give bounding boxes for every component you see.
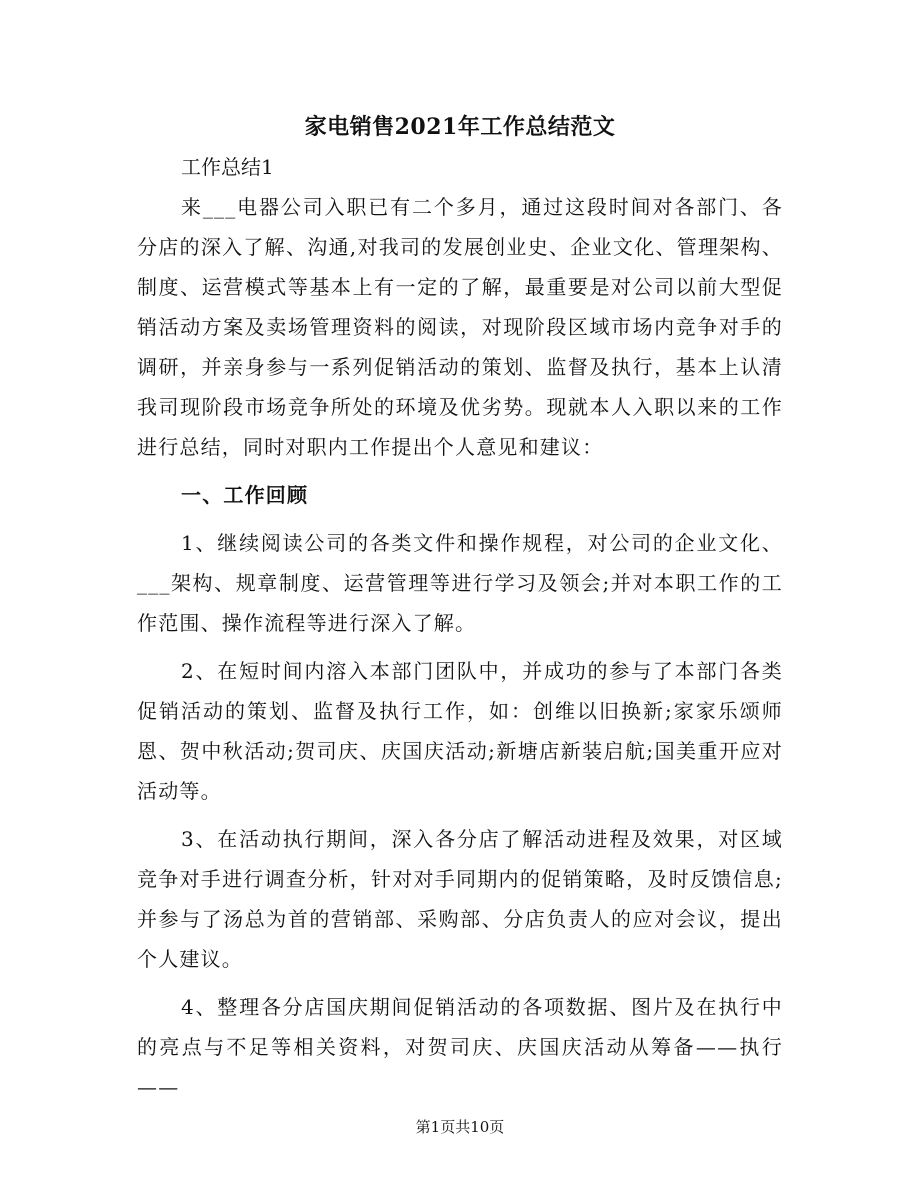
document-title: 家电销售2021年工作总结范文 xyxy=(304,114,616,140)
page-number: 第1页共10页 xyxy=(415,1118,505,1136)
list-item: 3、在活动执行期间，深入各分店了解活动进程及效果，对区域竞争对手进行调查分析，针对对手同期内的促销策略，及时反馈信息;并参与了汤总为首的营销部、采购部、分店负责人的应对会议，提出个人建议。 xyxy=(137,827,783,971)
list-item: 1、继续阅读公司的各类文件和操作规程，对公司的企业文化、___架构、规章制度、运营管理等进行学习及领会;并对本职工作的工作范围、操作流程等进行深入了解。 xyxy=(137,531,783,635)
document-body xyxy=(137,187,783,1107)
list-item: 2、在短时间内溶入本部门团队中，并成功的参与了本部门各类促销活动的策划、监督及执行工作，如：创维以旧换新;家家乐颂师恩、贺中秋活动;贺司庆、庆国庆活动;新塘店新装启航;国美重开应对活动等。 xyxy=(137,659,783,803)
document-subtitle: 工作总结1 xyxy=(181,155,274,179)
section-heading: 一、工作回顾 xyxy=(181,483,309,507)
list-item: 4、整理各分店国庆期间促销活动的各项数据、图片及在执行中的亮点与不足等相关资料，对贺司庆、庆国庆活动从筹备——执行—— xyxy=(137,995,783,1099)
intro-paragraph: 来___电器公司入职已有二个多月，通过这段时间对各部门、各分店的深入了解、沟通,对我司的发展创业史、企业文化、管理架构、制度、运营模式等基本上有一定的了解，最重要是对公司以前大型促销活动方案及卖场管理资料的阅读，对现阶段区域市场内竞争对手的调研，并亲身参与一系列促销活动的策划、监督及执行，基本上认清我司现阶段市场竞争所处的环境及优劣势。现就本人入职以来的工作进行总结，同时对职内工作提出个人意见和建议： xyxy=(137,195,783,459)
